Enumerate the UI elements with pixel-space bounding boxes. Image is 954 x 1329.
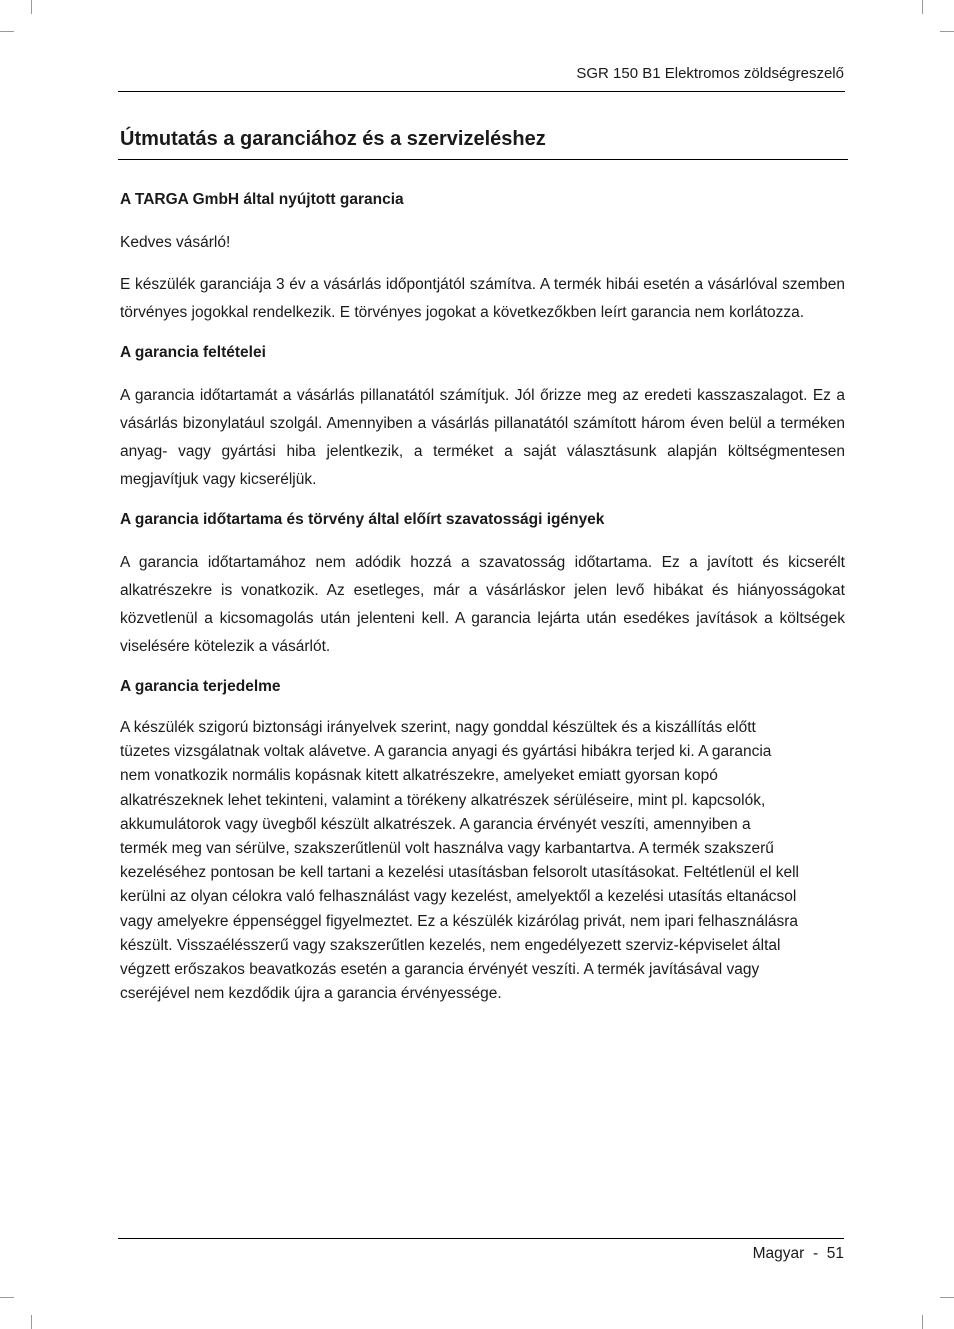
section-heading: A garancia időtartama és törvény által előírt szavatossági igények [120, 511, 605, 528]
section-guarantee-conditions [120, 341, 845, 494]
paragraph [120, 716, 845, 1006]
paragraph: A garancia időtartamát a vásárlás pillanatától számítjuk. Jól őrizze meg az eredeti kasszaszalagot. Ez a vásárlás bizonylatául szolgál. Amennyiben a vásárlás pillanatától számított három éven belül a terméken anyag- vagy gyártási hiba jelentkezik, a terméket a saját választásunk alapján költségmentesen megjavítjuk vagy kicseréljük. [120, 387, 845, 488]
section-targa-guarantee [120, 188, 845, 327]
crop-mark-bottom-left-h [0, 1297, 14, 1298]
footer-language: Magyar [752, 1245, 805, 1262]
section-guarantee-duration [120, 508, 845, 661]
document-body [120, 188, 845, 1006]
crop-mark-bottom-right-v [922, 1315, 923, 1329]
text-line: cseréjével nem kezdődik újra a garancia érvényessége. [120, 985, 502, 1003]
section-guarantee-scope [120, 675, 845, 1006]
text-line: alkatrészeknek lehet tekinteni, valamint a törékeny alkatrészek sérüléseire, mint pl. kapcsolók, [120, 791, 766, 809]
text-line: végzett erőszakos beavatkozás esetén a garancia érvényét veszíti. A termék javításával vagy [120, 961, 760, 979]
crop-mark-top-right-v [922, 0, 923, 14]
crop-mark-bottom-right-h [940, 1297, 954, 1298]
text-line: termék meg van sérülve, szakszerűtlenül volt használva vagy karbantartva. A termék szakszerű [120, 840, 774, 858]
crop-mark-bottom-left-v [31, 1315, 32, 1329]
section-heading: A garancia terjedelme [120, 678, 281, 695]
text-line: készült. Visszaélésszerű vagy szakszerűtlen kezelés, nem engedélyezett szerviz-képviselet által [120, 936, 781, 954]
crop-mark-top-left-h [0, 31, 14, 32]
text-line: akkumulátorok vagy üvegből készült alkatrészek. A garancia érvényét veszíti, amennyiben a [120, 815, 751, 833]
title-rule [118, 159, 848, 160]
text-line: kerülni az olyan célokra való felhasználást vagy kezelést, amelyektől a kezelési utasítás eltanácsol [120, 888, 797, 906]
header-rule [118, 91, 845, 92]
paragraph: E készülék garanciája 3 év a vásárlás időpontjától számítva. A termék hibái esetén a vásárlóval szemben törvényes jogokkal rendelkezik. E törvényes jogokat a következőkben leírt garancia nem korlátozza. [120, 276, 845, 321]
section-heading: A garancia feltételei [120, 344, 266, 361]
text-line: A készülék szigorú biztonsági irányelvek szerint, nagy gonddal készültek és a kiszállítás előtt [120, 719, 756, 736]
section-heading: A TARGA GmbH által nyújtott garancia [120, 191, 404, 208]
running-footer [118, 1244, 844, 1264]
running-header: SGR 150 B1 Elektromos zöldségreszelő [576, 65, 844, 82]
paragraph: A garancia időtartamához nem adódik hozzá a szavatosság időtartama. Ez a javított és kicserélt alkatrészekre is vonatkozik. Az esetleges, már a vásárláskor jelen levő hibákat és hiányosságokat közvetlenül a kicsomagolás után jelenteni kell. A garancia lejárta után esedékes javítások a költségek viselésére kötelezik a vásárlót. [120, 554, 845, 655]
text-line: nem vonatkozik normális kopásnak kitett alkatrészekre, amelyeket emiatt gyorsan kopó [120, 767, 718, 785]
footer-rule [118, 1238, 844, 1239]
crop-mark-top-left-v [31, 0, 32, 14]
salutation: Kedves vásárló! [120, 234, 231, 251]
text-line: kezeléséhez pontosan be kell tartani a kezelési utasításban felsorolt utasításokat. Feltétlenül el kell [120, 864, 799, 882]
page-title: Útmutatás a garanciához és a szervizeléshez [120, 128, 546, 150]
footer-separator: - [812, 1245, 819, 1262]
text-line: vagy amelyekre éppenséggel figyelmeztet. Ez a készülék kizárólag privát, nem ipari felhasználásra [120, 912, 799, 930]
page-number: 51 [826, 1245, 844, 1262]
crop-mark-top-right-h [940, 31, 954, 32]
text-line: tüzetes vizsgálatnak voltak alávetve. A garancia anyagi és gyártási hibákra terjed ki. A garancia [120, 743, 772, 761]
